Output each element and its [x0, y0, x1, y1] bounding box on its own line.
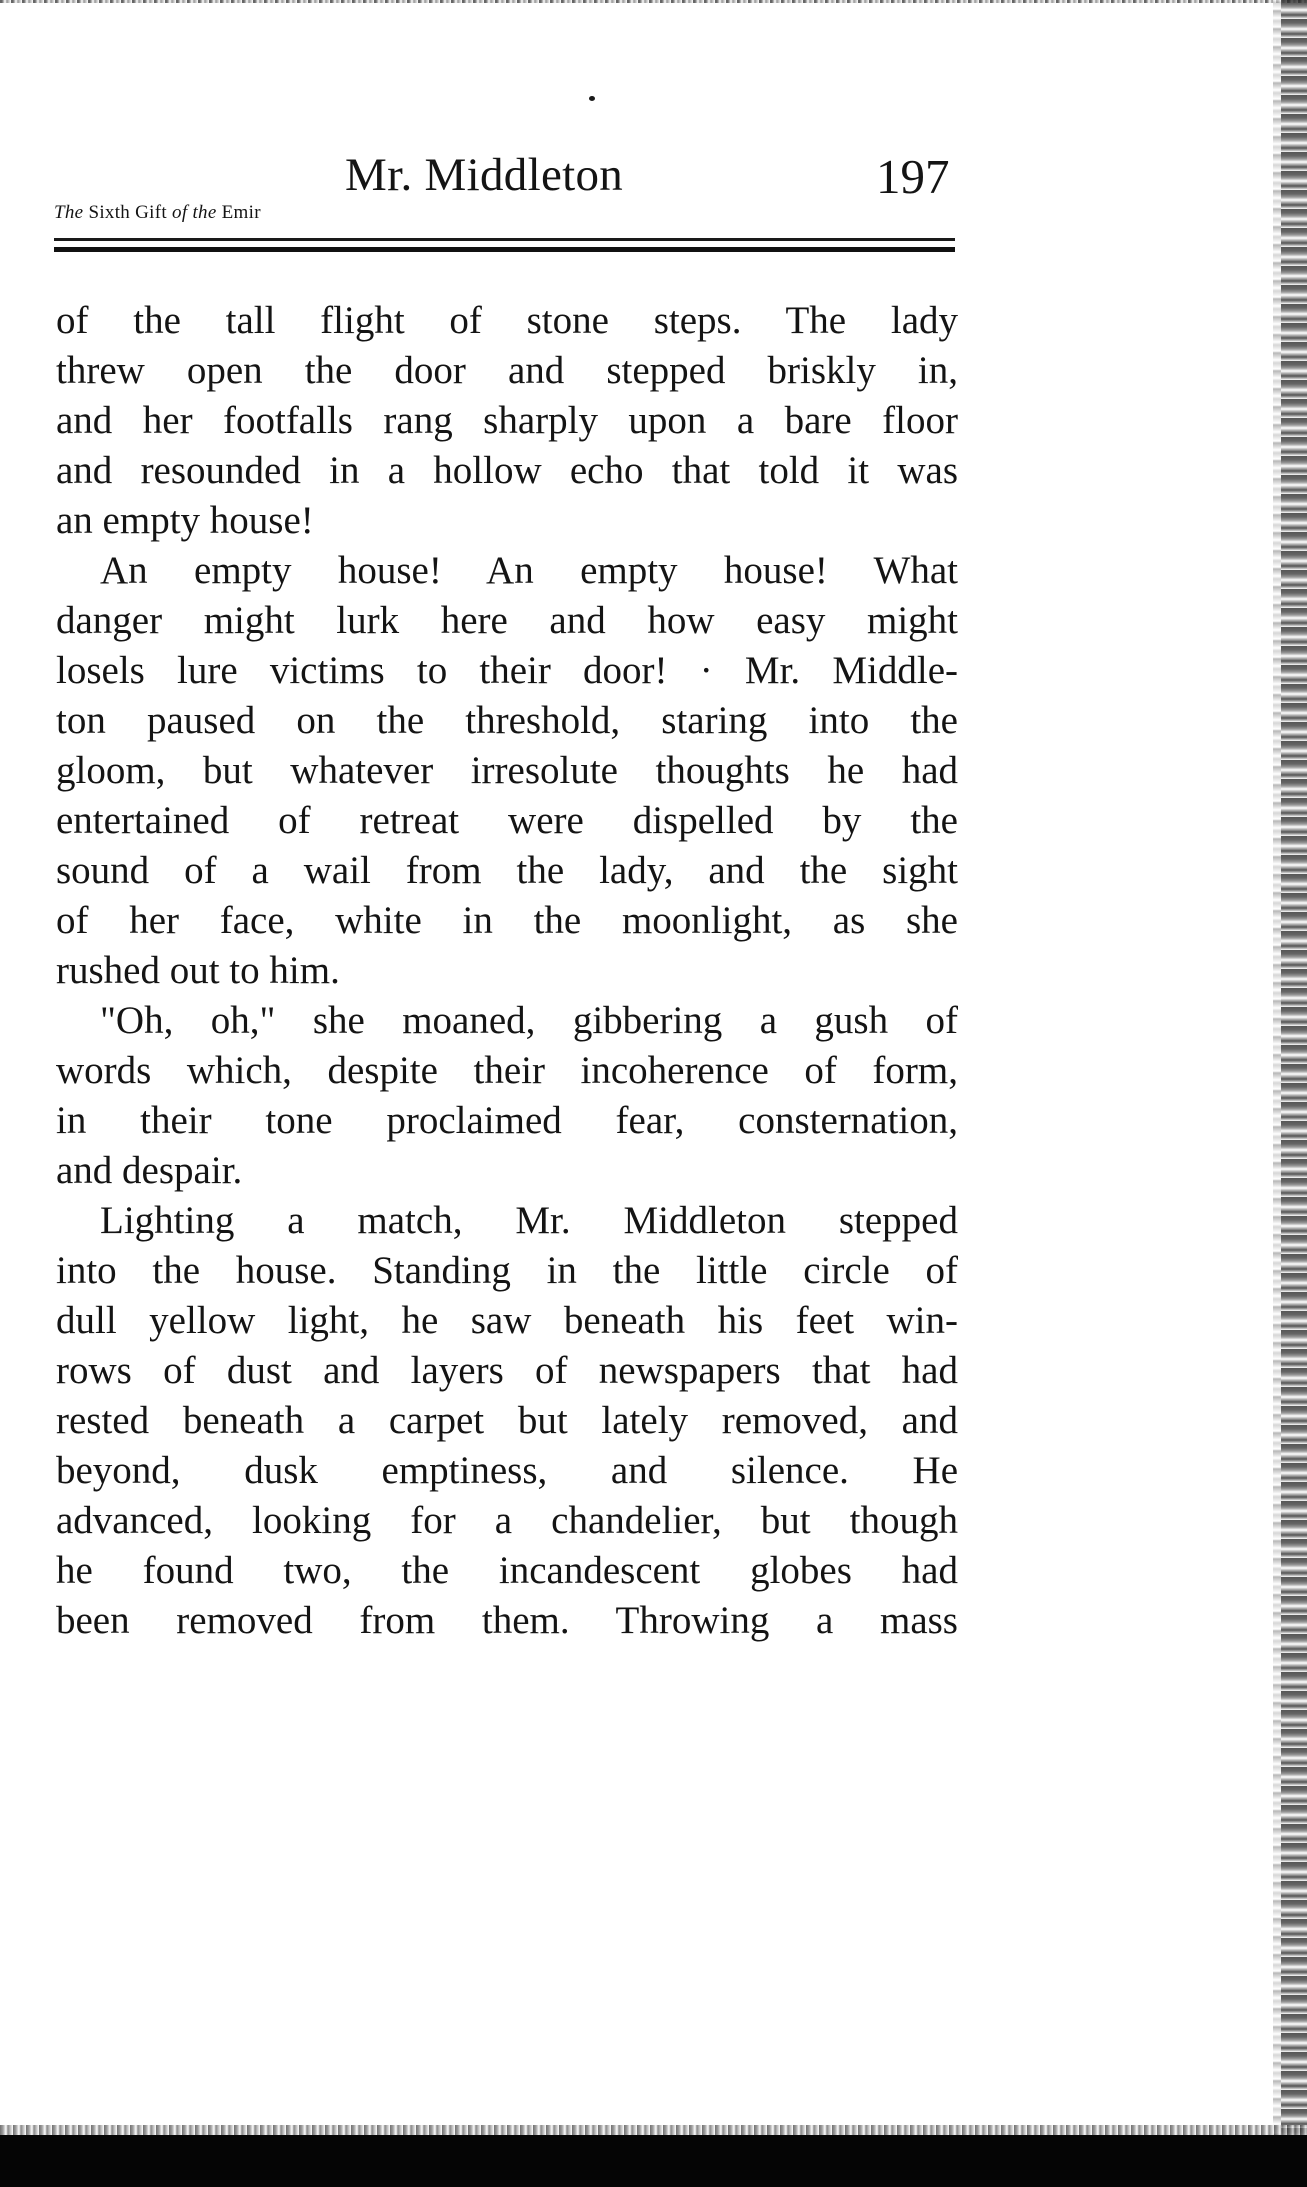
section-tag-of: of	[172, 202, 188, 223]
running-head	[0, 148, 1307, 208]
text-line: sound of a wail from the lady, and the sight	[56, 849, 958, 892]
text-line: "Oh, oh," she moaned, gibbering a gush of	[100, 999, 958, 1042]
header-rule-thick	[54, 247, 955, 252]
text-line: in their tone proclaimed fear, consternation,	[56, 1099, 958, 1142]
text-line: of the tall flight of stone steps. The lady	[56, 299, 958, 342]
section-tag-the-2: the	[192, 202, 217, 223]
page-top-edge	[0, 0, 1307, 3]
text-line: beyond, dusk emptiness, and silence. He	[56, 1449, 958, 1492]
body-text	[56, 296, 958, 1646]
text-line: rested beneath a carpet but lately removed, and	[56, 1399, 958, 1442]
text-line: an empty house!	[56, 499, 314, 542]
text-line: ton paused on the threshold, staring into the	[56, 699, 958, 742]
text-line: dull yellow light, he saw beneath his feet win-	[56, 1299, 958, 1342]
binding-edge-inner	[1273, 0, 1281, 2140]
text-line: rushed out to him.	[56, 949, 340, 992]
text-line: gloom, but whatever irresolute thoughts he had	[56, 749, 958, 792]
text-line: entertained of retreat were dispelled by the	[56, 799, 958, 842]
text-line: Lighting a match, Mr. Middleton stepped	[100, 1199, 958, 1242]
section-tag-the: The	[54, 202, 84, 223]
text-line: words which, despite their incoherence of form,	[56, 1049, 958, 1092]
bottom-edge-fringe	[0, 2125, 1307, 2135]
text-line: losels lure victims to their door! · Mr. Middle-	[56, 649, 958, 692]
text-line: and despair.	[56, 1149, 243, 1192]
header-rule-thin	[54, 238, 955, 241]
binding-edge	[1281, 0, 1307, 2140]
bottom-edge-shadow	[0, 2135, 1307, 2187]
print-speck	[589, 96, 595, 101]
text-line: and resounded in a hollow echo that told it was	[56, 449, 958, 492]
text-line: rows of dust and layers of newspapers that had	[56, 1349, 958, 1392]
text-line: into the house. Standing in the little circle of	[56, 1249, 958, 1292]
text-line: he found two, the incandescent globes had	[56, 1549, 958, 1592]
text-line: danger might lurk here and how easy might	[56, 599, 958, 642]
section-tag-end: Emir	[221, 202, 261, 223]
text-line: of her face, white in the moonlight, as she	[56, 899, 958, 942]
section-tag-mid: Sixth Gift	[88, 202, 167, 223]
section-tag	[54, 202, 261, 224]
text-line: been removed from them. Throwing a mass	[56, 1599, 958, 1642]
page-number: 197	[876, 149, 950, 204]
text-line: and her footfalls rang sharply upon a bare floor	[56, 399, 958, 442]
running-title: Mr. Middleton	[345, 149, 624, 201]
text-line: An empty house! An empty house! What	[100, 549, 958, 592]
text-line: advanced, looking for a chandelier, but though	[56, 1499, 958, 1542]
text-line: threw open the door and stepped briskly in,	[56, 349, 958, 392]
